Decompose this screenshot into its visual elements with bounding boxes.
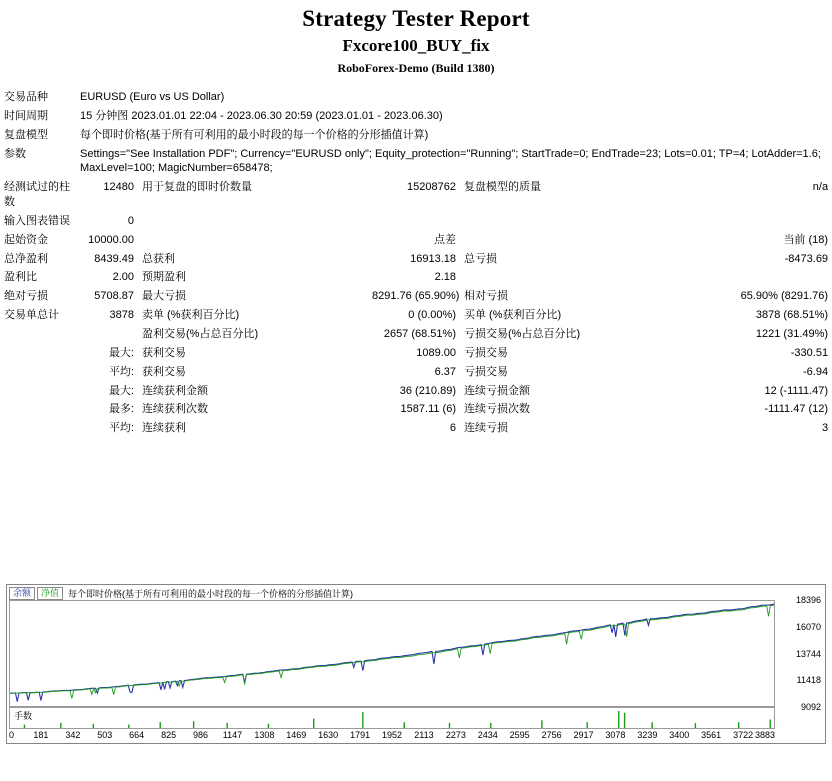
initial-deposit-value: 10000.00: [88, 233, 134, 246]
lots-bar: [695, 723, 696, 728]
lots-bar: [160, 722, 161, 728]
maximal-drawdown-value: 8291.76 (65.90%): [372, 290, 460, 303]
table-row: [0, 107, 832, 126]
maximal-consecutive-loss-label: 连续亏损次数: [464, 403, 530, 416]
lots-bar: [490, 723, 491, 728]
absolute-drawdown-value: 5708.87: [94, 290, 134, 303]
x-tick-label: 1952: [381, 730, 403, 740]
lots-bar: [193, 721, 194, 728]
chart-errors-label: 输入图表错误: [4, 214, 70, 227]
period-value: 15 分钟图 2023.01.01 22:04 - 2023.06.30 20:59 (2023.01.01 - 2023.06.30): [80, 109, 443, 122]
x-tick-label: 2113: [414, 730, 434, 740]
maximal-label: 最多:: [108, 403, 134, 416]
table-row: [0, 268, 832, 287]
equity-curve-svg: [10, 601, 774, 706]
long-positions-value: 3878 (68.51%): [755, 309, 829, 322]
page-title: Strategy Tester Report: [302, 6, 530, 31]
lots-bar: [586, 722, 587, 728]
maximal-consecutive-loss-value: -1111.47 (12): [764, 403, 829, 416]
lots-bar: [541, 720, 542, 728]
curve-equity: [10, 605, 774, 698]
period-label: 时间周期: [4, 109, 48, 122]
table-row: [0, 287, 832, 306]
y-tick-label: 16070: [795, 621, 821, 632]
bars-value: 12480: [103, 181, 134, 194]
x-tick-label: 1147: [222, 730, 243, 740]
lots-bar: [618, 711, 619, 728]
x-tick-label: 986: [192, 730, 209, 740]
x-tick-label: 2917: [573, 730, 594, 740]
largest-profit-trade-label: 获利交易: [142, 346, 186, 359]
total-net-profit-label: 总净盈利: [4, 252, 48, 265]
lots-bar: [24, 725, 25, 728]
x-tick-label: 3883: [754, 730, 775, 740]
table-row: [0, 382, 832, 401]
x-tick-label: 3239: [637, 730, 658, 740]
x-tick-label: 1308: [254, 730, 275, 740]
ea-name: Fxcore100_BUY_fix: [342, 36, 490, 55]
lots-bar: [770, 720, 771, 729]
model-value: 每个即时价格(基于所有可利用的最小时段的每一个价格的分形插值计算): [80, 128, 429, 141]
table-row: [0, 88, 832, 107]
table-row: [0, 325, 832, 344]
gross-loss-value: -8473.69: [784, 252, 829, 265]
x-tick-label: 3078: [605, 730, 626, 740]
lots-bar: [404, 722, 405, 728]
y-tick-label: 13744: [795, 648, 821, 659]
average-label: 平均:: [108, 365, 134, 378]
profit-trades-value: 2657 (68.51%): [383, 327, 456, 340]
profit-factor-label: 盈利比: [4, 271, 37, 284]
x-tick-label: 664: [129, 730, 145, 740]
x-tick-label: 2434: [477, 730, 498, 740]
avg-consecutive-wins-value: 6: [449, 422, 456, 435]
table-row: [0, 363, 832, 382]
report-page: [0, 6, 832, 781]
ticks-label: 用于复盘的即时价数量: [142, 181, 252, 194]
maximum-label: 最大:: [108, 384, 134, 397]
max-consecutive-wins-label: 连续获利金额: [142, 384, 208, 397]
x-tick-label: 1469: [286, 730, 307, 740]
maximal-consecutive-profit-label: 连续获利次数: [142, 403, 208, 416]
balance-equity-chart: [6, 584, 826, 744]
lots-bar: [449, 723, 450, 728]
x-tick-label: 825: [161, 730, 177, 740]
largest-label: 最大:: [108, 346, 134, 359]
relative-drawdown-label: 相对亏损: [464, 290, 508, 303]
table-row: [0, 250, 832, 269]
x-tick-label: 2595: [509, 730, 530, 740]
lots-bar: [362, 712, 363, 728]
largest-profit-trade-value: 1089.00: [416, 346, 456, 359]
y-tick-label: 18396: [795, 595, 821, 605]
expected-payoff-value: 2.18: [434, 271, 456, 284]
spread-current-value: 当前 (18): [783, 233, 829, 246]
x-tick-label: 1791: [350, 730, 371, 740]
gross-loss-label: 总亏损: [464, 252, 497, 265]
x-tick-label: 1630: [318, 730, 339, 740]
table-row: [0, 212, 832, 231]
legend-equity-swatch: 净值: [37, 587, 63, 600]
quality-value: n/a: [812, 181, 829, 194]
chart-legend: [9, 587, 353, 599]
x-tick-label: 503: [97, 730, 113, 740]
average-profit-trade-label: 获利交易: [142, 365, 186, 378]
x-tick-label: 2756: [541, 730, 562, 740]
total-trades-label: 交易单总计: [4, 309, 59, 322]
y-tick-label: 9092: [800, 702, 821, 712]
symbol-value: EURUSD (Euro vs US Dollar): [80, 91, 225, 103]
max-consecutive-wins-value: 36 (210.89): [399, 384, 456, 397]
x-tick-label: 3400: [669, 730, 690, 740]
table-row: [0, 126, 832, 145]
x-tick-label: 0: [9, 730, 15, 740]
chart-plot-area: [9, 600, 775, 707]
loss-trades-label: 亏损交易(%占总百分比): [464, 327, 581, 340]
x-tick-label: 3561: [701, 730, 722, 740]
parameters-label: 参数: [4, 147, 26, 160]
parameters-value: Settings="See Installation PDF"; Currency="EURUSD only"; Equity_protection="Running"; StartTrade=0; EndTrade=23; Lots=0.01; TP=4; LotAdder=1.6; MaxLevel=100; MagicNumber=658478;: [80, 147, 821, 175]
avg-consecutive-wins-label: 连续获利: [142, 422, 186, 435]
avg-label: 平均:: [108, 422, 134, 435]
table-row: [0, 178, 832, 212]
chart-errors-value: 0: [127, 214, 134, 227]
loss-trades-value: 1221 (31.49%): [755, 327, 829, 340]
spread-label: 点差: [434, 233, 456, 246]
maximal-drawdown-label: 最大亏损: [142, 290, 186, 303]
relative-drawdown-value: 65.90% (8291.76): [740, 290, 829, 303]
profit-trades-label: 盈利交易(%占总百分比): [142, 327, 259, 340]
legend-balance-swatch: 余额: [9, 587, 35, 600]
lots-bar: [738, 722, 739, 728]
x-tick-label: 3722: [733, 730, 754, 740]
initial-deposit-label: 起始资金: [4, 233, 48, 246]
average-loss-trade-label: 亏损交易: [464, 365, 508, 378]
long-positions-label: 买单 (%获利百分比): [464, 309, 562, 322]
average-loss-trade-value: -6.94: [802, 365, 829, 378]
table-row: [0, 344, 832, 363]
table-row: [0, 400, 832, 419]
quality-label: 复盘模型的质量: [464, 181, 541, 194]
avg-consecutive-losses-label: 连续亏损: [464, 422, 508, 435]
max-consecutive-losses-label: 连续亏损金额: [464, 384, 530, 397]
gross-profit-label: 总获利: [142, 252, 175, 265]
lots-bar: [651, 722, 652, 728]
lots-bar: [268, 724, 269, 728]
lots-bars-svg: [10, 708, 774, 728]
x-tick-label: 342: [65, 730, 81, 740]
lots-bar: [313, 719, 314, 728]
average-profit-trade-value: 6.37: [434, 365, 456, 378]
profit-factor-value: 2.00: [112, 271, 134, 284]
ticks-value: 15208762: [407, 181, 456, 194]
short-positions-label: 卖单 (%获利百分比): [142, 309, 240, 322]
legend-note: 每个即时价格(基于所有可利用的最小时段的每一个价格的分形插值计算): [68, 588, 354, 599]
lots-bar: [226, 723, 227, 728]
x-tick-label: 181: [33, 730, 49, 740]
report-table: [0, 88, 832, 438]
chart-x-axis: [9, 730, 775, 743]
broker-build: RoboForex-Demo (Build 1380): [337, 61, 495, 75]
largest-loss-trade-label: 亏损交易: [464, 346, 508, 359]
maximal-consecutive-profit-value: 1587.11 (6): [400, 403, 456, 416]
absolute-drawdown-label: 绝对亏损: [4, 290, 48, 303]
table-row: [0, 419, 832, 438]
lots-label: 手数: [14, 711, 33, 721]
lots-bar: [624, 713, 625, 728]
table-row: [0, 145, 832, 179]
expected-payoff-label: 预期盈利: [142, 271, 186, 284]
table-row: [0, 231, 832, 250]
lots-bar: [128, 725, 129, 728]
lots-bar: [60, 723, 61, 728]
lots-bar: [93, 724, 94, 728]
short-positions-value: 0 (0.00%): [408, 309, 456, 322]
model-label: 复盘模型: [4, 128, 48, 141]
bars-label: 经测试过的柱数: [4, 181, 70, 209]
chart-y-axis: [777, 595, 823, 712]
largest-loss-trade-value: -330.51: [790, 346, 829, 359]
x-tick-label: 2273: [445, 730, 466, 740]
symbol-label: 交易品种: [4, 91, 48, 103]
lots-pane: [9, 707, 775, 729]
avg-consecutive-losses-value: 3: [821, 422, 829, 435]
max-consecutive-losses-value: 12 (-1111.47): [764, 384, 829, 397]
total-net-profit-value: 8439.49: [94, 252, 134, 265]
table-row: [0, 306, 832, 325]
y-tick-label: 11418: [796, 675, 821, 686]
total-trades-value: 3878: [109, 309, 134, 322]
gross-profit-value: 16913.18: [410, 252, 456, 265]
